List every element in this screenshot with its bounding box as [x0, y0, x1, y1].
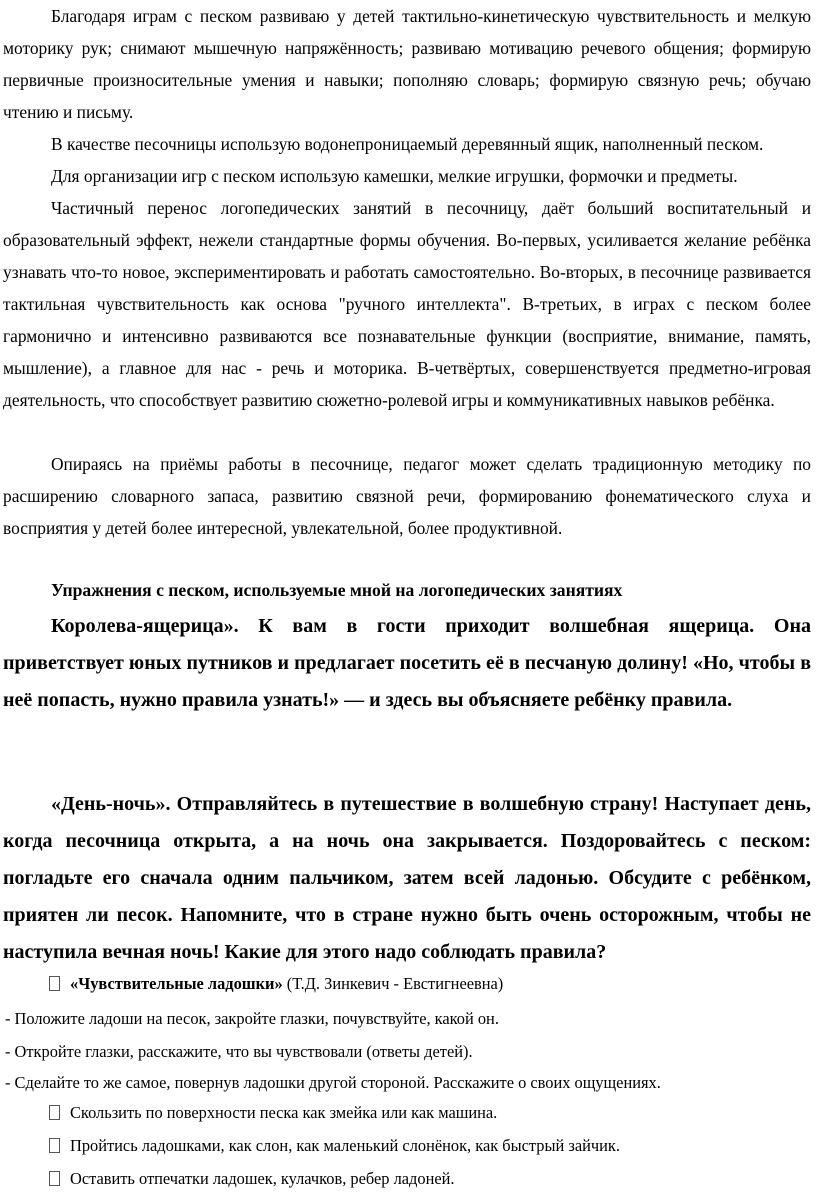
- dash-item: - Откройте глазки, расскажите, что вы чувствовали (ответы детей).: [5, 1042, 473, 1061]
- palms-exercise-heading: [49, 969, 503, 999]
- bullet-box-icon: [49, 1138, 60, 1153]
- paragraph-teacher-methods: Опираясь на приёмы работы в песочнице, педагог может сделать традиционную методику по расширению словарного запаса, развитию связной речи, формированию фонематического слуха и восприятия у детей более интересной, увлекательной, более продуктивной.: [3, 454, 811, 538]
- bullet-item-text: Оставить отпечатки ладошек, кулачков, ребер ладоней.: [70, 1169, 455, 1188]
- paragraph-sand-games-benefits: Благодаря играм с песком развиваю у детей тактильно-кинетическую чувствительность и мелкую моторику рук; снимают мышечную напряжённость; развиваю мотивацию речевого общения; формирую первичные произносительные умения и навыки; пополняю словарь; формирую связную речь; обучаю чтению и письму.: [3, 6, 811, 122]
- paragraph-game-materials: Для организации игр с песком использую камешки, мелкие игрушки, формочки и предметы.: [51, 166, 738, 186]
- dash-item: - Положите ладоши на песок, закройте глазки, почувствуйте, какой он.: [5, 1009, 499, 1028]
- paragraph-speech-therapy-transfer: Частичный перенос логопедических занятий в песочницу, даёт больший воспитательный и образовательный эффект, нежели стандартные формы обучения. Во-первых, усиливается желание ребёнка узнавать что-то новое, экспериментировать и работать самостоятельно. Во-вторых, в песочнице развивается тактильная чувствительность как основа "ручного интеллекта". В-третьих, в играх с песком более гармонично и интенсивно развиваются все познавательные функции (восприятие, внимание, память, мышление), а главное для нас - речь и моторика. В-четвёртых, совершенствуется предметно-игровая деятельность, что способствует развитию сюжетно-ролевой игры и коммуникативных навыков ребёнка.: [3, 198, 811, 410]
- exercise-day-night: «День-ночь». Отправляйтесь в путешествие в волшебную страну! Наступает день, когда песочница открыта, а на ночь она закрывается. Поздоровайтесь с песком: погладьте его сначала одним пальчиком, затем всей ладонью. Обсудите с ребёнком, приятен ли песок. Напомните, что в стране нужно быть очень осторожным, чтобы не наступила вечная ночь! Какие для этого надо соблюдать правила?: [3, 793, 811, 963]
- dash-item: - Сделайте то же самое, повернув ладошки другой стороной. Расскажите о своих ощущениях.: [5, 1073, 661, 1092]
- bullet-item-text: Пройтись ладошками, как слон, как маленький слонёнок, как быстрый зайчик.: [70, 1136, 620, 1155]
- bullet-item: [49, 1098, 497, 1128]
- bullet-item-text: Скользить по поверхности песка как змейка или как машина.: [70, 1103, 498, 1122]
- bullet-box-icon: [49, 976, 60, 991]
- bullet-box-icon: [49, 1105, 60, 1120]
- bullet-item: [49, 1164, 454, 1194]
- section-heading: Упражнения с песком, используемые мной на логопедических занятиях: [51, 580, 623, 600]
- bullet-box-icon: [49, 1171, 60, 1186]
- exercise-queen-lizard: Королева-ящерица». К вам в гости приходит волшебная ящерица. Она приветствует юных путников и предлагает посетить её в песчаную долину! «Но, чтобы в неё попасть, нужно правила узнать!» — и здесь вы объясняете ребёнку правила.: [3, 615, 811, 711]
- palms-exercise-author: (Т.Д. Зинкевич - Евстигнеевна): [282, 974, 504, 993]
- bullet-item: [49, 1131, 620, 1161]
- palms-exercise-title: «Чувствительные ладошки»: [70, 974, 283, 993]
- paragraph-sandbox-description: В качестве песочницы использую водонепроницаемый деревянный ящик, наполненный песком.: [51, 134, 764, 154]
